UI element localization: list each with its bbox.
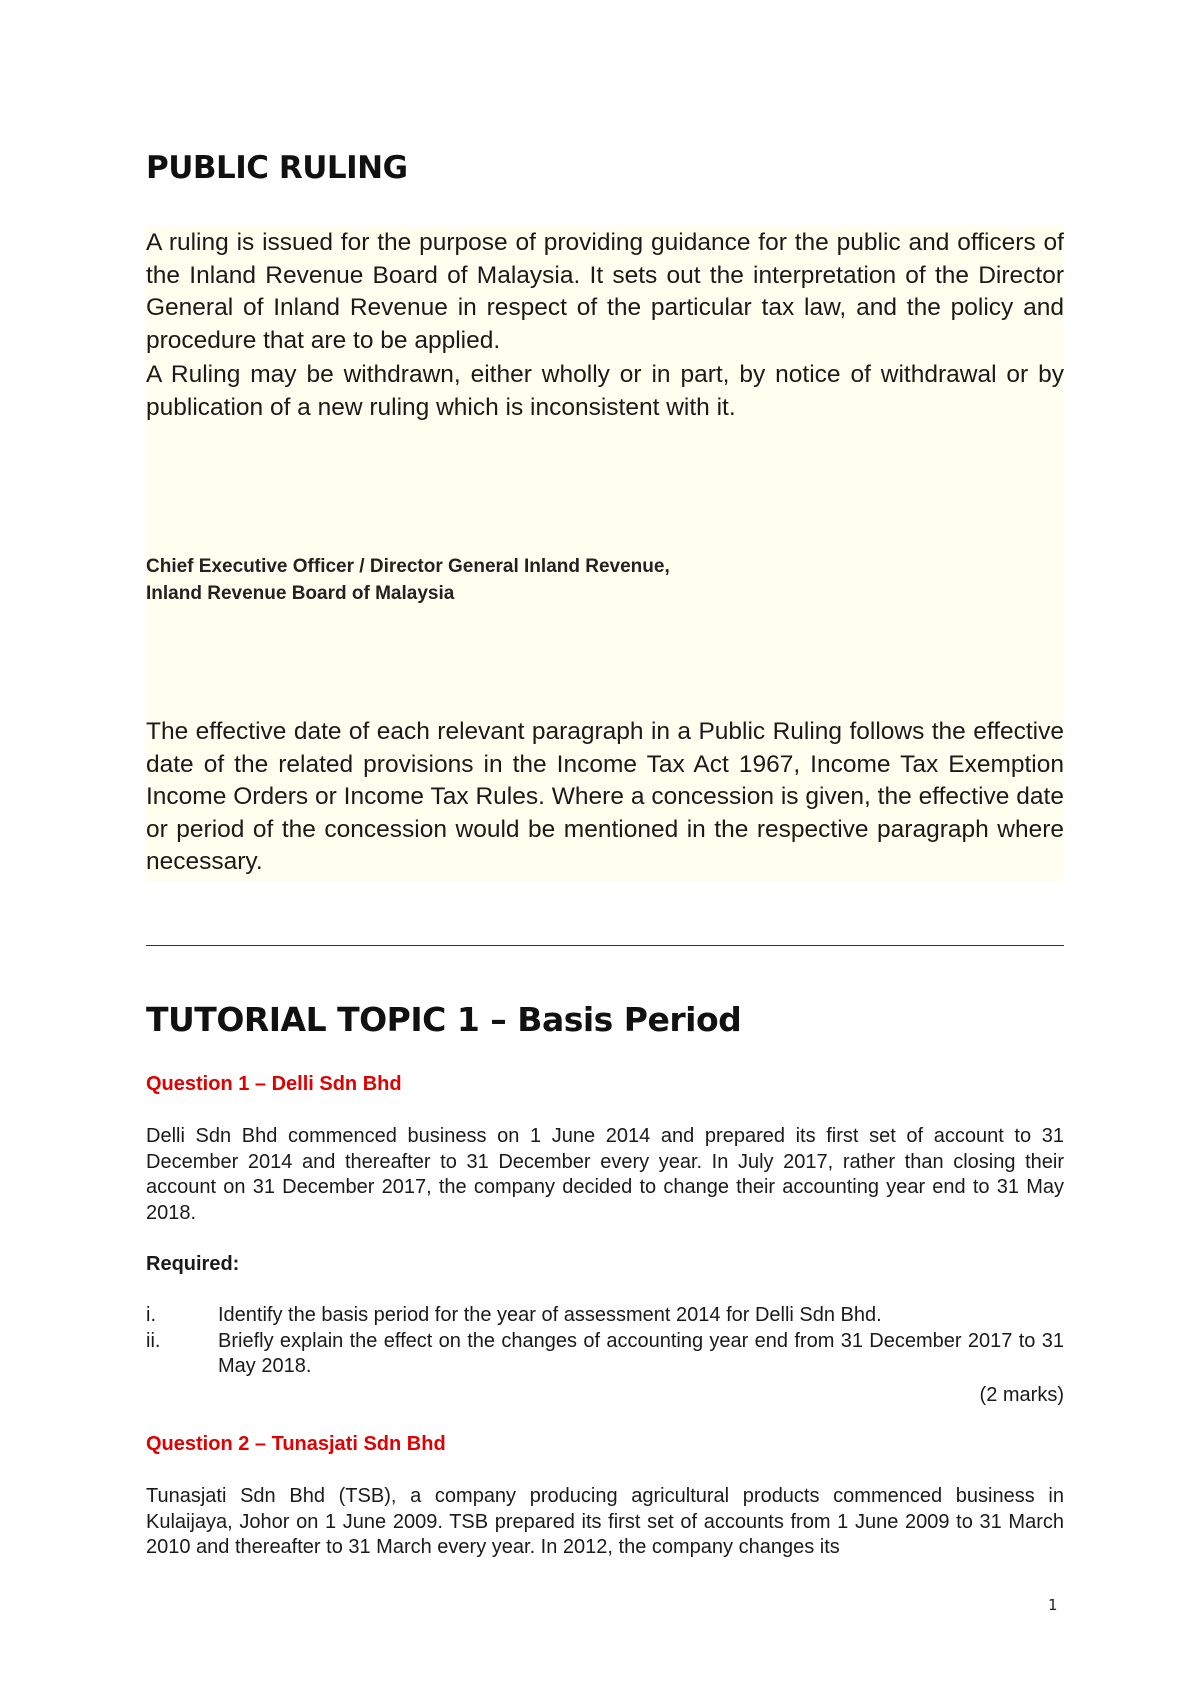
page-number: 1 xyxy=(1048,1596,1058,1614)
marks-label: (2 marks) xyxy=(979,1384,1064,1406)
list-item xyxy=(146,1303,1064,1329)
required-label: Required: xyxy=(146,1253,240,1275)
section-divider xyxy=(146,945,1064,946)
question-2-heading: Question 2 – Tunasjati Sdn Bhd xyxy=(146,1433,446,1455)
list-item-number: ii. xyxy=(146,1329,161,1352)
tutorial-topic-title: TUTORIAL TOPIC 1 – Basis Period xyxy=(146,1000,742,1039)
list-item xyxy=(146,1329,1064,1380)
list-item-text: Briefly explain the effect on the changes of accounting year end from 31 December 2017 to 31 May 2018. xyxy=(218,1329,1064,1377)
required-list xyxy=(146,1303,1064,1380)
ruling-paragraph-1: A ruling is issued for the purpose of providing guidance for the public and officers of the Inland Revenue Board of Malaysia. It sets out the interpretation of the Director General of Inland Revenue in respect of the particular tax law, and the policy and procedure that are to be applied. xyxy=(146,229,1064,354)
signature-line-2: Inland Revenue Board of Malaysia xyxy=(146,583,455,604)
question-1-heading: Question 1 – Delli Sdn Bhd xyxy=(146,1073,402,1095)
public-ruling-title: PUBLIC RULING xyxy=(146,150,408,186)
signature-line-1: Chief Executive Officer / Director General Inland Revenue, xyxy=(146,556,670,577)
list-item-number: i. xyxy=(146,1304,156,1326)
ruling-paragraph-2: A Ruling may be withdrawn, either wholly or in part, by notice of withdrawal or by publication of a new ruling which is inconsistent with it. xyxy=(146,361,1064,421)
ruling-paragraph-3: The effective date of each relevant paragraph in a Public Ruling follows the effective date of the related provisions in the Income Tax Act 1967, Income Tax Exemption Income Orders or Income Tax Rules. Where a concession is given, the effective date or period of the concession would be mentioned in the respective paragraph where necessary. xyxy=(146,718,1064,875)
question-1-body: Delli Sdn Bhd commenced business on 1 June 2014 and prepared its first set of account to 31 December 2014 and thereafter to 31 December every year. In July 2017, rather than closing their account on 31 December 2017, the company decided to change their accounting year end to 31 May 2018. xyxy=(146,1125,1064,1224)
question-2-body: Tunasjati Sdn Bhd (TSB), a company producing agricultural products commenced business in Kulaijaya, Johor on 1 June 2009. TSB prepared its first set of accounts from 1 June 2009 to 31 March 2010 and thereafter to 31 March every year. In 2012, the company changes its xyxy=(146,1485,1064,1558)
list-item-text: Identify the basis period for the year of assessment 2014 for Delli Sdn Bhd. xyxy=(218,1304,882,1326)
